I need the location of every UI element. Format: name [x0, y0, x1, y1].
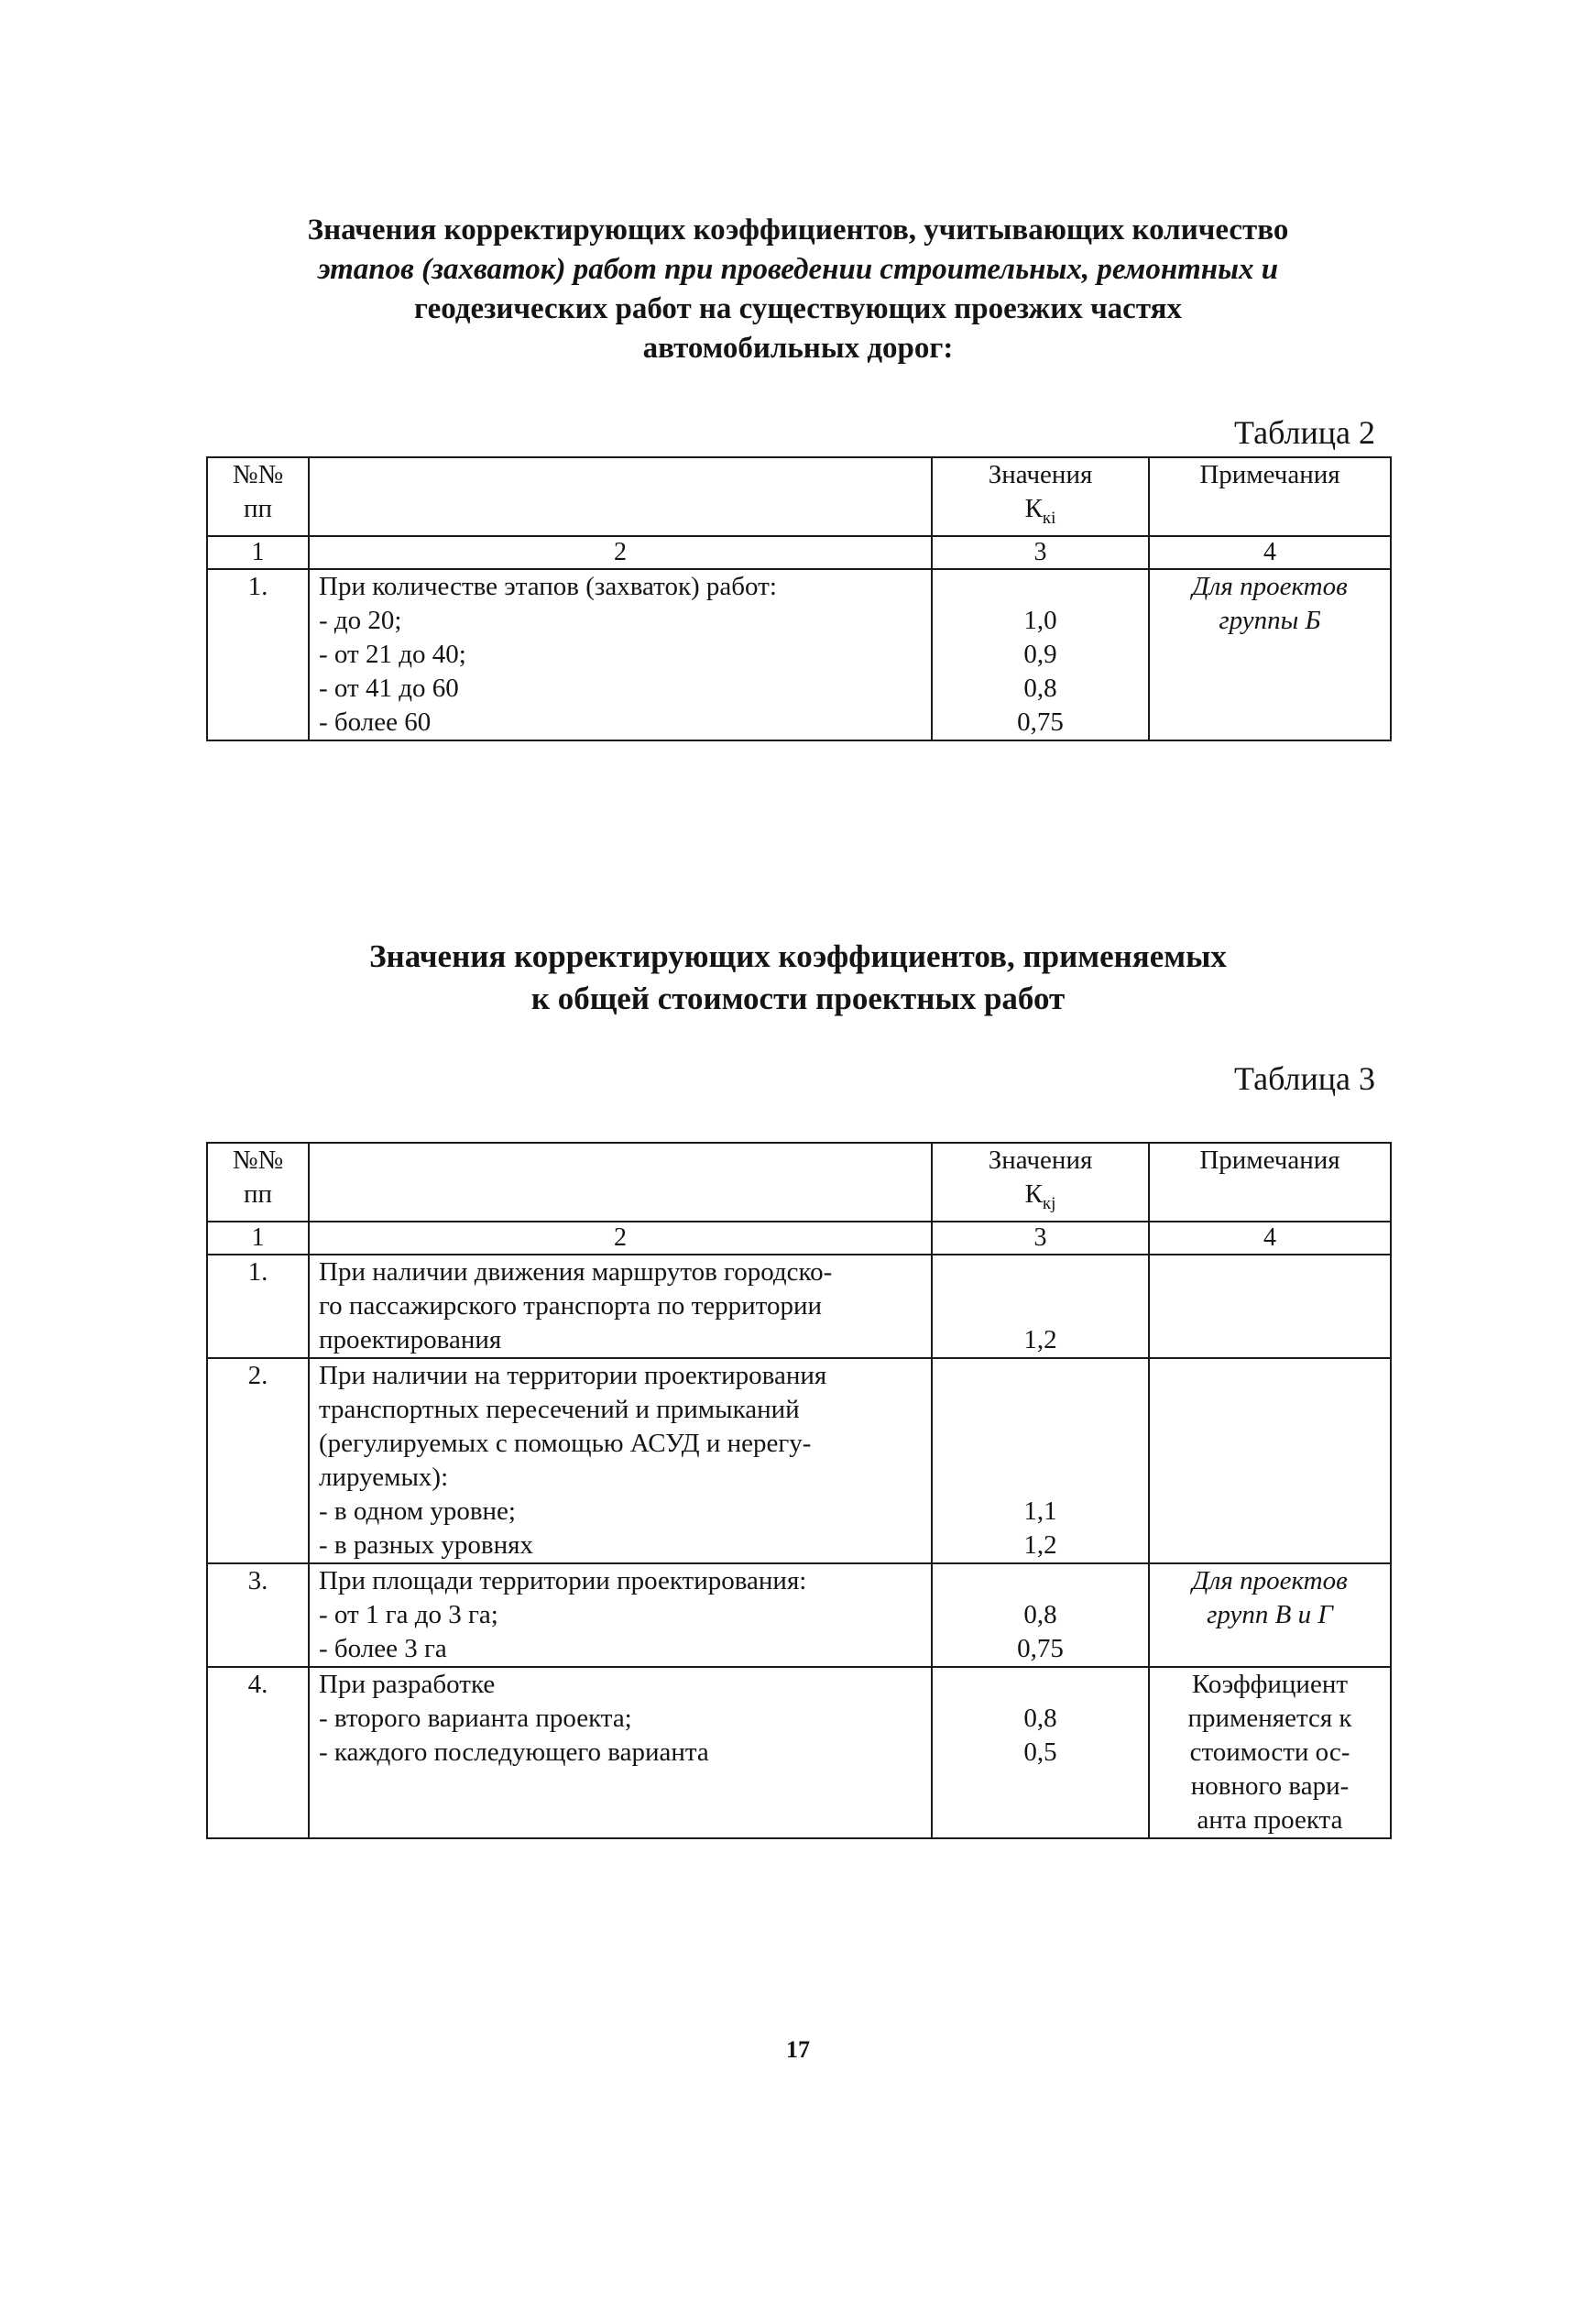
heading-line: Значения корректирующих коэффициентов, применяемых	[369, 938, 1227, 974]
description-line: - от 41 до 60	[319, 674, 459, 703]
note-line: группы Б	[1219, 606, 1321, 635]
row-values	[932, 569, 1149, 740]
row-values	[932, 1358, 1149, 1563]
description-line: При разработке	[319, 1670, 496, 1699]
header-notes-cell: Примечания	[1149, 1143, 1391, 1222]
row-note	[1149, 1667, 1391, 1838]
description-line: проектирования	[319, 1325, 502, 1354]
header-description-cell	[309, 457, 932, 536]
value-spacer	[942, 1461, 1139, 1495]
heading-line: Значения корректирующих коэффициентов, учитывающих количество	[307, 214, 1289, 247]
description-line: (регулируемых с помощью АСУД и нерегу-	[319, 1429, 812, 1458]
description-line: го пассажирского транспорта по территории	[319, 1291, 822, 1321]
coefficient-value: 0,8	[1023, 1704, 1057, 1733]
description-line: - второго варианта проекта;	[319, 1704, 632, 1733]
header-text: пп	[243, 494, 273, 523]
coefficient-value: 1,1	[1023, 1496, 1057, 1526]
header-values-cell	[932, 457, 1149, 536]
column-index: 2	[309, 536, 932, 569]
note-line: анта проекта	[1197, 1805, 1343, 1835]
header-number-cell	[207, 1143, 309, 1222]
coefficient-value: 0,9	[1023, 640, 1057, 669]
description-line: - в разных уровнях	[319, 1530, 533, 1560]
coefficient-value: 1,2	[1023, 1530, 1057, 1560]
heading-line: автомобильных дорог:	[642, 332, 954, 365]
heading-italic-text: этапов (захваток) работ при проведении строительных, ремонтных и	[317, 253, 1279, 286]
row-number: 1.	[207, 1255, 309, 1358]
row-values	[932, 1667, 1149, 1838]
value-spacer	[942, 1668, 1139, 1702]
table-header-row	[207, 1143, 1391, 1222]
description-line: транспортных пересечений и примыканий	[319, 1395, 800, 1424]
row-description	[309, 569, 932, 740]
value-spacer	[942, 1427, 1139, 1461]
row-description	[309, 1667, 932, 1838]
header-values-cell	[932, 1143, 1149, 1222]
row-note	[1149, 1358, 1391, 1563]
page-number: 17	[786, 2036, 810, 2063]
row-note	[1149, 569, 1391, 740]
column-index: 3	[932, 536, 1149, 569]
column-index: 2	[309, 1222, 932, 1255]
coefficient-value: 0,5	[1023, 1737, 1057, 1767]
description-line: При количестве этапов (захваток) работ:	[319, 572, 777, 601]
header-text: пп	[243, 1179, 273, 1209]
heading-line: к общей стоимости проектных работ	[530, 981, 1066, 1016]
note-line: стоимости ос-	[1189, 1737, 1350, 1767]
table-header-row	[207, 457, 1391, 536]
table-row	[207, 1358, 1391, 1563]
column-index-row	[207, 536, 1391, 569]
row-description	[309, 1255, 932, 1358]
coefficient-subscript: кj	[1042, 1194, 1056, 1213]
coefficient-symbol	[942, 1178, 1139, 1221]
column-index: 1	[207, 536, 309, 569]
value-spacer	[942, 1564, 1139, 1598]
heading-line	[0, 250, 1596, 290]
table2-caption: Таблица 2	[1234, 414, 1375, 451]
coefficient-symbol	[942, 492, 1139, 535]
note-line: новного вари-	[1190, 1771, 1350, 1801]
header-text: Значения	[988, 1146, 1093, 1175]
table-2	[206, 456, 1392, 741]
description-line: При наличии на территории проектирования	[319, 1361, 827, 1390]
coefficient-value: 0,75	[1017, 1634, 1064, 1663]
description-line: - каждого последующего варианта	[319, 1737, 709, 1767]
coefficient-value: 0,8	[1023, 1600, 1057, 1629]
row-values	[932, 1255, 1149, 1358]
row-number: 2.	[207, 1358, 309, 1563]
description-line: При наличии движения маршрутов городско-	[319, 1257, 833, 1287]
coefficient-subscript: кi	[1042, 509, 1056, 528]
row-number: 4.	[207, 1667, 309, 1838]
column-index-row	[207, 1222, 1391, 1255]
header-text: №№	[232, 1146, 284, 1175]
row-number: 1.	[207, 569, 309, 740]
row-note	[1149, 1255, 1391, 1358]
header-notes-cell: Примечания	[1149, 457, 1391, 536]
column-index: 4	[1149, 1222, 1391, 1255]
row-number: 3.	[207, 1563, 309, 1667]
row-description	[309, 1358, 932, 1563]
table-row	[207, 1255, 1391, 1358]
coefficient-value: 0,8	[1023, 674, 1057, 703]
table-row	[207, 569, 1391, 740]
coefficient-letter: К	[1024, 1179, 1043, 1209]
note-line: применяется к	[1187, 1704, 1352, 1733]
description-line: - в одном уровне;	[319, 1496, 516, 1526]
column-index: 3	[932, 1222, 1149, 1255]
value-spacer	[942, 1393, 1139, 1427]
description-line: - от 21 до 40;	[319, 640, 466, 669]
description-line: лируемых):	[319, 1463, 449, 1492]
coefficient-value: 1,0	[1023, 606, 1057, 635]
column-index: 4	[1149, 536, 1391, 569]
note-line: Для проектов	[1192, 572, 1348, 601]
description-line: - до 20;	[319, 606, 402, 635]
row-values	[932, 1563, 1149, 1667]
coefficient-value: 0,75	[1017, 707, 1064, 737]
table3-caption: Таблица 3	[1234, 1060, 1375, 1097]
header-text: №№	[232, 460, 284, 489]
value-spacer	[942, 570, 1139, 604]
description-line: - более 3 га	[319, 1634, 447, 1663]
table-row	[207, 1563, 1391, 1667]
description-line: - от 1 га до 3 га;	[319, 1600, 498, 1629]
coefficient-letter: К	[1024, 494, 1043, 523]
value-spacer	[942, 1289, 1139, 1323]
row-note	[1149, 1563, 1391, 1667]
table-3	[206, 1142, 1392, 1839]
header-text: Значения	[988, 460, 1093, 489]
header-number-cell	[207, 457, 309, 536]
value-spacer	[942, 1359, 1139, 1393]
table3-heading	[0, 936, 1596, 1020]
note-line: Коэффициент	[1191, 1670, 1349, 1699]
value-spacer	[942, 1255, 1139, 1289]
header-description-cell	[309, 1143, 932, 1222]
description-line: - более 60	[319, 707, 432, 737]
table-row	[207, 1667, 1391, 1838]
note-line: Для проектов	[1192, 1566, 1348, 1595]
row-description	[309, 1563, 932, 1667]
table2-heading	[0, 211, 1596, 368]
description-line: При площади территории проектирования:	[319, 1566, 807, 1595]
heading-line: геодезических работ на существующих проезжих частях	[414, 292, 1182, 325]
coefficient-value: 1,2	[1023, 1325, 1057, 1354]
column-index: 1	[207, 1222, 309, 1255]
note-line: групп В и Г	[1207, 1600, 1333, 1629]
